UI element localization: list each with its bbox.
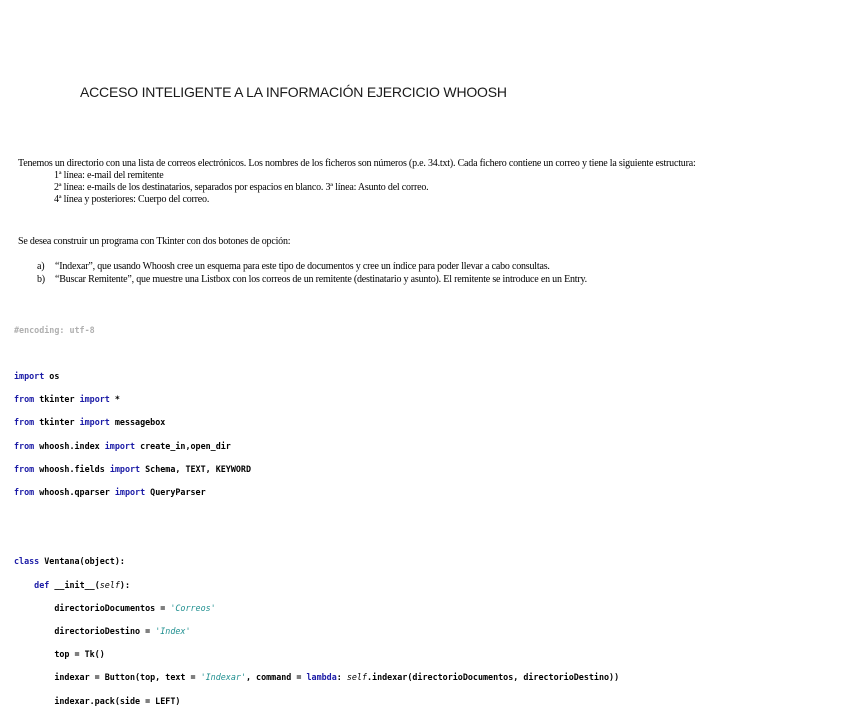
code-text: whoosh.index [34, 440, 105, 451]
code-text: tkinter [34, 417, 80, 428]
code-keyword: from [14, 440, 35, 451]
code-keyword: from [14, 394, 35, 405]
code-text: messagebox [109, 417, 166, 428]
code-self: self [346, 672, 368, 683]
code-line [14, 696, 619, 708]
code-text: create_in,open_dir [135, 440, 231, 451]
code-keyword: import [79, 394, 110, 405]
code-string: 'Index' [155, 626, 191, 637]
code-keyword: class [14, 556, 40, 567]
code-text: Schema, TEXT, KEYWORD [140, 463, 252, 474]
code-text: Ventana(object): [39, 556, 125, 567]
code-line [14, 487, 619, 499]
code-text: top = Tk() [54, 649, 105, 660]
code-text: ): [119, 579, 130, 590]
code-keyword: from [14, 463, 35, 474]
code-line [14, 556, 619, 568]
option-label: a) [37, 261, 45, 272]
code-line [14, 603, 619, 615]
code-keyword: from [14, 417, 35, 428]
code-text: whoosh.fields [34, 463, 110, 474]
option-text: “Buscar Remitente”, que muestre una Listbox con los correos de un remitente (destinatario y asunto). El remitente se introduce en un Entry. [55, 273, 587, 285]
code-text: indexar = Button(top, text = [54, 672, 201, 683]
intro-paragraph: Tenemos un directorio con una lista de correos electrónicos. Los nombres de los ficheros son números (p.e. 34.txt). Cada fichero contiene un correo y tiene la siguiente estructura: [18, 158, 696, 169]
code-self: self [99, 579, 120, 590]
code-text: : [336, 672, 347, 683]
code-string: 'Indexar' [200, 672, 246, 683]
code-text: directorioDestino = [54, 626, 156, 637]
code-text: , command = [245, 672, 307, 683]
document-title: ACCESO INTELIGENTE A LA INFORMACIÓN EJERCICIO WHOOSH [80, 84, 507, 100]
code-line [14, 464, 619, 476]
code-line [14, 649, 619, 661]
structure-line-3: 4ª línea y posteriores: Cuerpo del correo. [54, 194, 210, 205]
code-text: os [44, 370, 60, 381]
requirement-paragraph: Se desea construir un programa con Tkinter con dos botones de opción: [18, 236, 291, 247]
code-keyword: from [14, 486, 35, 497]
code-block [14, 313, 619, 719]
code-text: * [109, 394, 120, 405]
option-text: “Indexar”, que usando Whoosh cree un esquema para este tipo de documentos y cree un índice para poder llevar a cabo consultas. [55, 261, 550, 272]
code-line [14, 672, 619, 684]
code-text: .indexar(directorioDocumentos, directorioDestino)) [367, 672, 620, 683]
option-label: b) [37, 273, 45, 285]
code-line [14, 441, 619, 453]
code-keyword: import [114, 486, 146, 497]
code-blank [14, 510, 619, 522]
code-string: 'Correos' [170, 602, 216, 613]
code-keyword: def [34, 579, 50, 590]
code-line [14, 626, 619, 638]
intro-section [18, 158, 808, 206]
code-line [14, 394, 619, 406]
code-text: QueryParser [145, 486, 206, 497]
code-keyword: import [104, 440, 136, 451]
code-keyword: import [14, 370, 45, 381]
code-blank [14, 533, 619, 545]
code-text: indexar.pack(side = LEFT) [54, 695, 181, 706]
code-keyword: import [79, 417, 110, 428]
code-line [14, 417, 619, 429]
options-list [37, 261, 587, 286]
code-line [14, 371, 619, 383]
code-text: tkinter [34, 394, 80, 405]
code-text: directorioDocumentos = [54, 602, 171, 613]
code-keyword: lambda [306, 672, 337, 683]
code-keyword: import [109, 463, 141, 474]
option-item [37, 274, 587, 287]
code-line [14, 580, 619, 592]
code-comment: #encoding: utf-8 [14, 324, 95, 335]
structure-line-2: 2ª línea: e-mails de los destinatarios, separados por espacios en blanco. 3ª línea: Asunto del correo. [54, 182, 429, 193]
structure-line-1: 1ª línea: e-mail del remitente [54, 170, 164, 181]
code-text: whoosh.qparser [34, 486, 115, 497]
option-item [37, 261, 587, 274]
code-blank [14, 348, 619, 360]
code-text: __init__( [49, 579, 100, 590]
